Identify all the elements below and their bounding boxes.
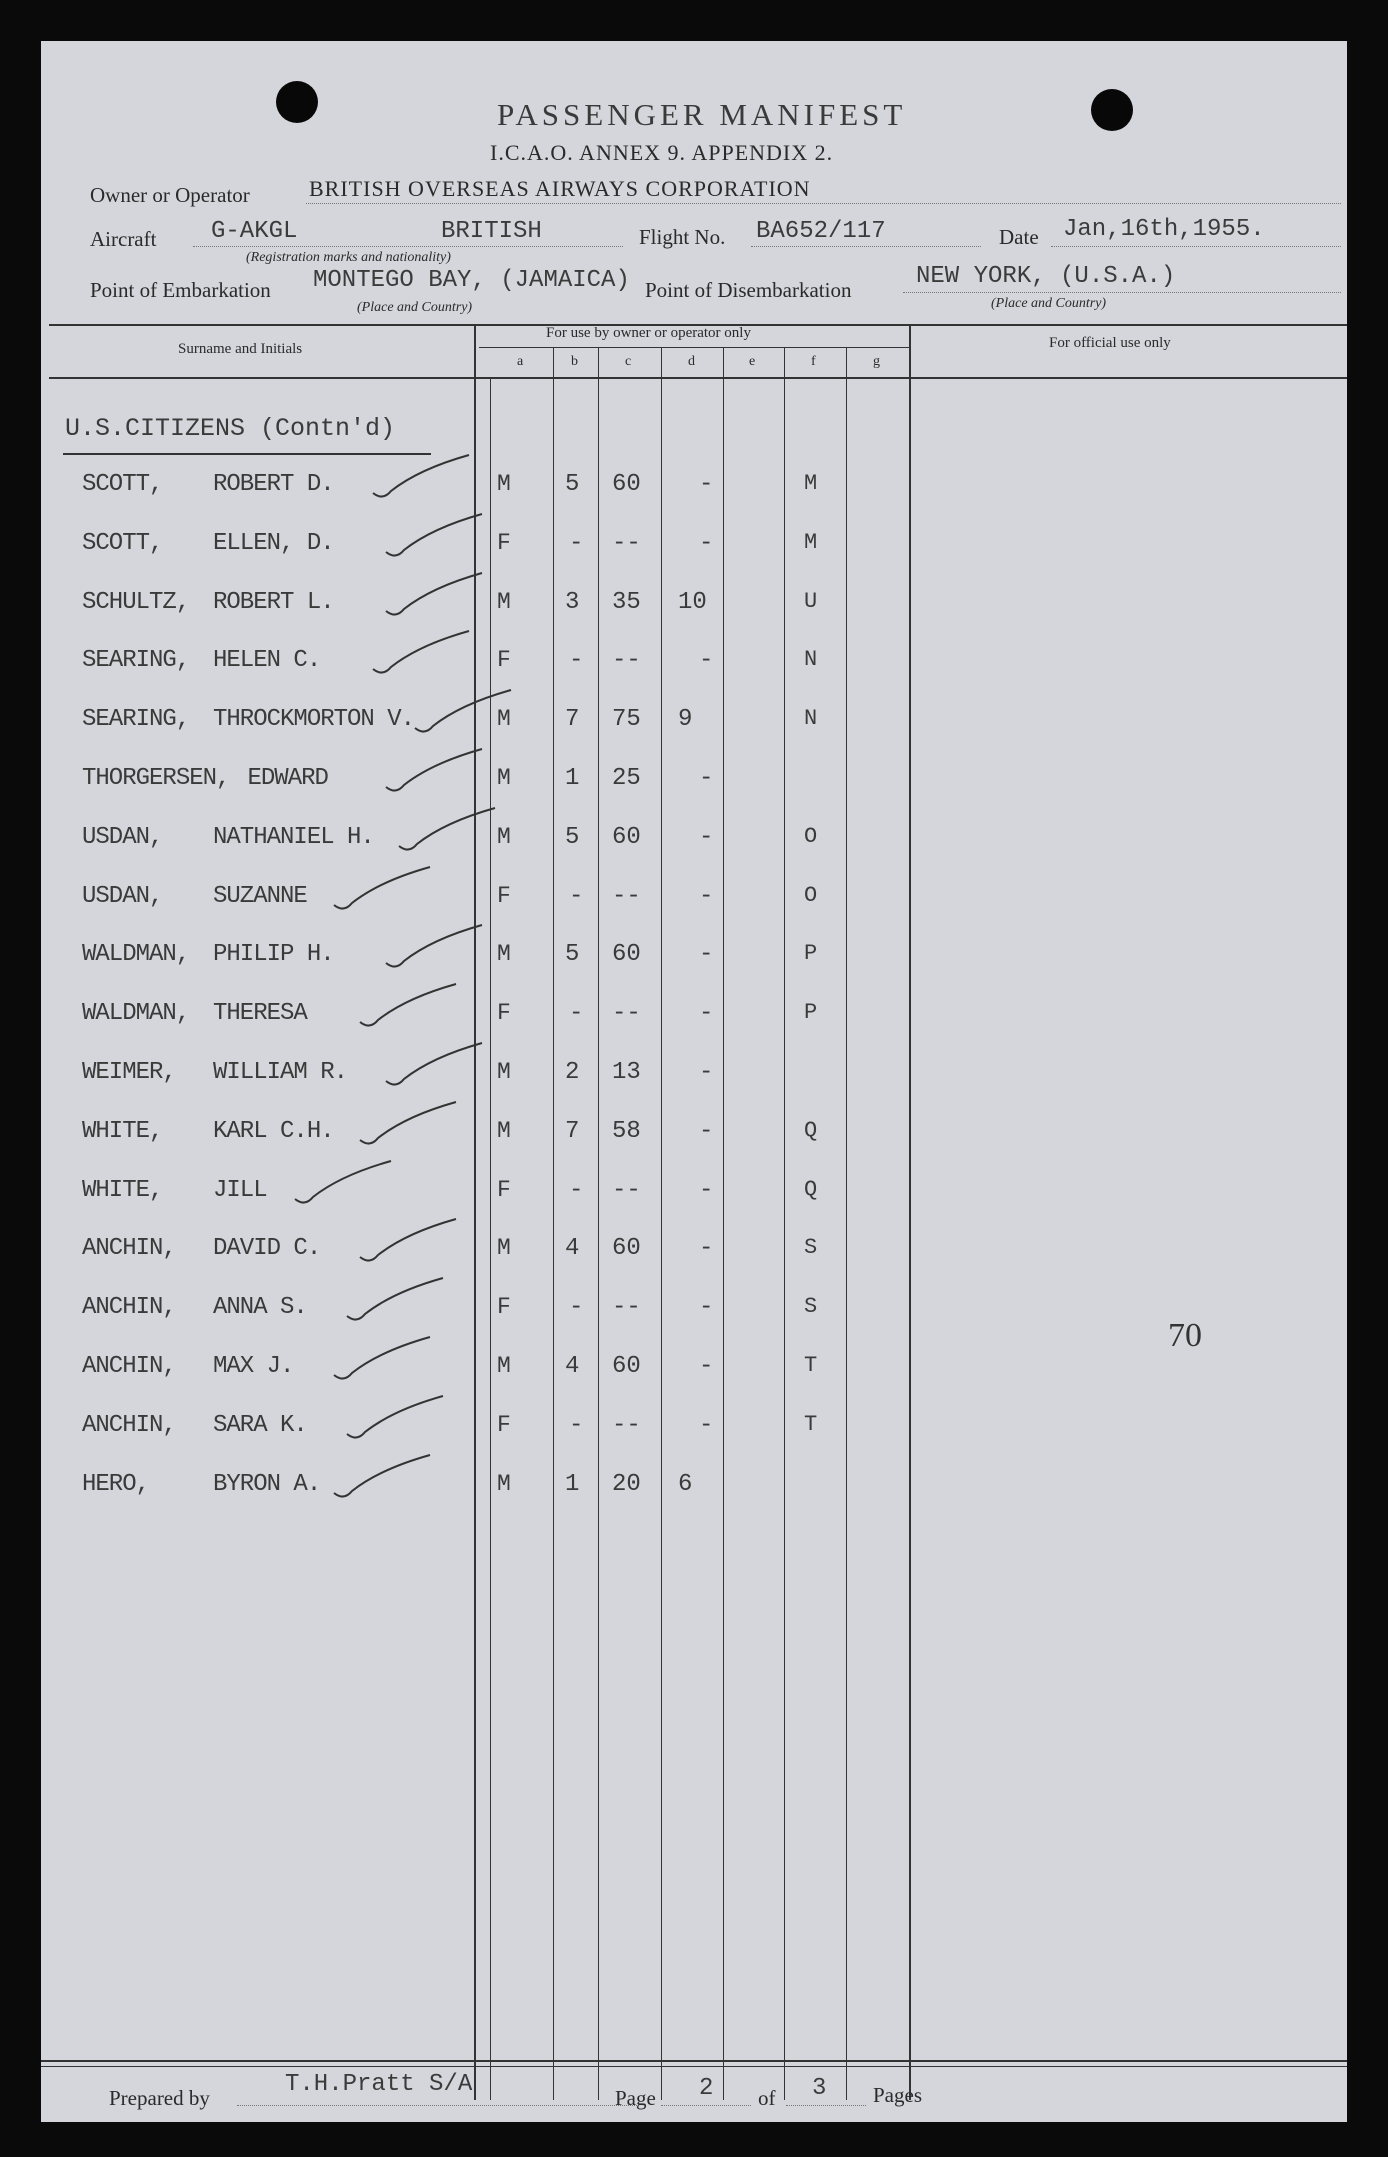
embarkation-value: MONTEGO BAY, (JAMAICA) bbox=[313, 267, 630, 294]
cell-d: - bbox=[699, 1118, 714, 1145]
sub-column-header: f bbox=[811, 354, 816, 369]
cell-b: - bbox=[569, 530, 584, 557]
passenger-given-names: SUZANNE bbox=[213, 883, 307, 910]
check-mark-icon bbox=[382, 567, 492, 627]
cell-c: 13 bbox=[612, 1059, 641, 1086]
disembarkation-value: NEW YORK, (U.S.A.) bbox=[916, 263, 1176, 290]
cell-a: M bbox=[497, 941, 511, 967]
cell-b: 7 bbox=[565, 1118, 580, 1145]
cell-b: 4 bbox=[565, 1353, 580, 1380]
owner-columns-header: For use by owner or operator only bbox=[546, 325, 751, 341]
cell-d: - bbox=[699, 765, 714, 792]
passenger-row bbox=[41, 1412, 909, 1452]
official-note: 70 bbox=[1168, 1317, 1202, 1354]
cell-d: - bbox=[699, 647, 714, 674]
passenger-row bbox=[41, 589, 909, 629]
cell-c: 60 bbox=[612, 1235, 641, 1262]
cell-b: - bbox=[569, 1177, 584, 1204]
passenger-surname: SCOTT, bbox=[82, 530, 163, 557]
disembarkation-note: (Place and Country) bbox=[991, 296, 1107, 311]
page-label: Page bbox=[615, 2086, 656, 2110]
sub-column-header: g bbox=[873, 354, 880, 369]
sub-column-header: e bbox=[749, 354, 756, 369]
cell-a: M bbox=[497, 1235, 511, 1261]
cell-d: - bbox=[699, 824, 714, 851]
passenger-row bbox=[41, 1471, 909, 1511]
punch-hole-right bbox=[1091, 89, 1133, 131]
cell-b: 5 bbox=[565, 941, 580, 968]
prepared-by-value: T.H.Pratt S/A bbox=[285, 2071, 473, 2098]
passenger-row bbox=[41, 824, 909, 864]
cell-d: - bbox=[699, 1000, 714, 1027]
passenger-surname: ANCHIN, bbox=[82, 1353, 176, 1380]
passenger-row bbox=[41, 765, 909, 805]
passenger-surname: WALDMAN, bbox=[82, 941, 190, 968]
passenger-given-names: SARA K. bbox=[213, 1412, 307, 1439]
passenger-given-names: WILLIAM R. bbox=[213, 1059, 348, 1086]
passenger-row bbox=[41, 706, 909, 746]
cell-f: S bbox=[804, 1235, 818, 1260]
check-mark-icon bbox=[356, 1096, 466, 1156]
check-mark-icon bbox=[343, 1390, 453, 1450]
cell-a: M bbox=[497, 471, 511, 497]
passenger-row bbox=[41, 471, 909, 511]
manifest-page bbox=[41, 41, 1347, 2122]
check-mark-icon bbox=[369, 449, 479, 509]
cell-f: P bbox=[804, 941, 818, 966]
pages-label: Pages bbox=[873, 2083, 922, 2107]
cell-f: M bbox=[804, 471, 818, 496]
disembarkation-label: Point of Disembarkation bbox=[645, 278, 852, 302]
check-mark-icon bbox=[382, 1037, 492, 1097]
cell-b: 4 bbox=[565, 1235, 580, 1262]
cell-c: -- bbox=[612, 883, 641, 910]
cell-d: - bbox=[699, 530, 714, 557]
check-mark-icon bbox=[395, 802, 505, 862]
cell-d: - bbox=[699, 941, 714, 968]
passenger-surname: SEARING, bbox=[82, 647, 190, 674]
cell-c: -- bbox=[612, 530, 641, 557]
cell-f: T bbox=[804, 1353, 818, 1378]
cell-a: F bbox=[497, 883, 511, 909]
cell-b: 1 bbox=[565, 765, 580, 792]
check-mark-icon bbox=[382, 919, 492, 979]
cell-f: N bbox=[804, 706, 818, 731]
cell-c: 60 bbox=[612, 941, 641, 968]
aircraft-label: Aircraft bbox=[90, 227, 157, 251]
cell-f: N bbox=[804, 647, 818, 672]
passenger-given-names: ANNA S. bbox=[213, 1294, 307, 1321]
passenger-surname: HERO, bbox=[82, 1471, 150, 1498]
passenger-surname: THORGERSEN, bbox=[82, 765, 230, 792]
passenger-surname: ANCHIN, bbox=[82, 1294, 176, 1321]
passenger-surname: WHITE, bbox=[82, 1177, 163, 1204]
passenger-surname: USDAN, bbox=[82, 824, 163, 851]
cell-d: - bbox=[699, 1412, 714, 1439]
cell-c: -- bbox=[612, 1294, 641, 1321]
page-total: 3 bbox=[812, 2075, 827, 2102]
cell-d: 6 bbox=[678, 1471, 693, 1498]
cell-b: - bbox=[569, 1000, 584, 1027]
flight-number: BA652/117 bbox=[756, 218, 886, 245]
sub-column-header: d bbox=[688, 354, 695, 369]
passenger-row bbox=[41, 530, 909, 570]
passenger-row bbox=[41, 941, 909, 981]
cell-f: Q bbox=[804, 1177, 818, 1202]
passenger-row bbox=[41, 1177, 909, 1217]
cell-d: - bbox=[699, 1177, 714, 1204]
cell-f: S bbox=[804, 1294, 818, 1319]
cell-a: M bbox=[497, 1471, 511, 1497]
check-mark-icon bbox=[369, 625, 479, 685]
check-mark-icon bbox=[330, 861, 440, 921]
passenger-given-names: THERESA bbox=[213, 1000, 307, 1027]
passenger-given-names: EDWARD bbox=[247, 765, 328, 792]
cell-f: U bbox=[804, 589, 818, 614]
passenger-row bbox=[41, 1353, 909, 1393]
cell-a: F bbox=[497, 1000, 511, 1026]
aircraft-registration: G-AKGL bbox=[211, 218, 298, 245]
cell-a: M bbox=[497, 765, 511, 791]
passenger-row bbox=[41, 1118, 909, 1158]
passenger-row bbox=[41, 647, 909, 687]
cell-b: - bbox=[569, 647, 584, 674]
cell-a: F bbox=[497, 1294, 511, 1320]
aircraft-nationality: BRITISH bbox=[441, 218, 542, 245]
aircraft-note: (Registration marks and nationality) bbox=[246, 250, 451, 265]
check-mark-icon bbox=[411, 684, 521, 744]
cell-b: 5 bbox=[565, 471, 580, 498]
cell-c: 60 bbox=[612, 471, 641, 498]
cell-b: 5 bbox=[565, 824, 580, 851]
cell-d: - bbox=[699, 471, 714, 498]
check-mark-icon bbox=[291, 1155, 401, 1215]
cell-b: 2 bbox=[565, 1059, 580, 1086]
passenger-given-names: MAX J. bbox=[213, 1353, 294, 1380]
manifest-title: PASSENGER MANIFEST bbox=[497, 97, 907, 132]
check-mark-icon bbox=[356, 1213, 466, 1273]
passenger-row bbox=[41, 883, 909, 923]
cell-b: - bbox=[569, 883, 584, 910]
passenger-row bbox=[41, 1059, 909, 1099]
cell-c: 25 bbox=[612, 765, 641, 792]
date-value: Jan,16th,1955. bbox=[1063, 216, 1265, 243]
cell-a: M bbox=[497, 706, 511, 732]
cell-c: -- bbox=[612, 1000, 641, 1027]
prepared-by-label: Prepared by bbox=[109, 2086, 210, 2110]
cell-f: P bbox=[804, 1000, 818, 1025]
passenger-given-names: ROBERT D. bbox=[213, 471, 334, 498]
passenger-surname: SCHULTZ, bbox=[82, 589, 190, 616]
cell-f: T bbox=[804, 1412, 818, 1437]
passenger-given-names: DAVID C. bbox=[213, 1235, 321, 1262]
check-mark-icon bbox=[382, 508, 492, 568]
cell-a: M bbox=[497, 1353, 511, 1379]
cell-c: -- bbox=[612, 1177, 641, 1204]
sub-column-header: b bbox=[571, 354, 578, 369]
cell-c: -- bbox=[612, 647, 641, 674]
cell-a: F bbox=[497, 1412, 511, 1438]
check-mark-icon bbox=[330, 1449, 440, 1509]
cell-a: F bbox=[497, 1177, 511, 1203]
cell-f: M bbox=[804, 530, 818, 555]
sub-column-header: a bbox=[517, 354, 524, 369]
passenger-given-names: THROCKMORTON V. bbox=[213, 706, 415, 733]
cell-a: M bbox=[497, 589, 511, 615]
passenger-surname: SEARING, bbox=[82, 706, 190, 733]
passenger-given-names: KARL C.H. bbox=[213, 1118, 334, 1145]
check-mark-icon bbox=[356, 978, 466, 1038]
punch-hole-left bbox=[276, 81, 318, 123]
embarkation-label: Point of Embarkation bbox=[90, 278, 271, 302]
check-mark-icon bbox=[343, 1272, 453, 1332]
passenger-given-names: ROBERT L. bbox=[213, 589, 334, 616]
cell-a: M bbox=[497, 1059, 511, 1085]
cell-f: Q bbox=[804, 1118, 818, 1143]
cell-b: - bbox=[569, 1294, 584, 1321]
section-heading: U.S.CITIZENS (Contn'd) bbox=[65, 414, 396, 443]
passenger-surname: USDAN, bbox=[82, 883, 163, 910]
cell-c: 75 bbox=[612, 706, 641, 733]
passenger-surname: WEIMER, bbox=[82, 1059, 176, 1086]
page-number: 2 bbox=[699, 2075, 714, 2102]
cell-b: 1 bbox=[565, 1471, 580, 1498]
cell-d: - bbox=[699, 883, 714, 910]
embarkation-note: (Place and Country) bbox=[357, 300, 473, 315]
cell-d: - bbox=[699, 1235, 714, 1262]
passenger-given-names: JILL bbox=[213, 1177, 267, 1204]
passenger-row bbox=[41, 1235, 909, 1275]
check-mark-icon bbox=[382, 743, 492, 803]
cell-d: - bbox=[699, 1059, 714, 1086]
cell-b: 3 bbox=[565, 589, 580, 616]
passenger-surname: WALDMAN, bbox=[82, 1000, 190, 1027]
passenger-given-names: BYRON A. bbox=[213, 1471, 321, 1498]
official-column-header: For official use only bbox=[1049, 335, 1171, 351]
passenger-surname: WHITE, bbox=[82, 1118, 163, 1145]
passenger-given-names: HELEN C. bbox=[213, 647, 321, 674]
cell-c: -- bbox=[612, 1412, 641, 1439]
passenger-given-names: ELLEN, D. bbox=[213, 530, 334, 557]
cell-d: - bbox=[699, 1294, 714, 1321]
cell-f: O bbox=[804, 883, 818, 908]
cell-b: - bbox=[569, 1412, 584, 1439]
cell-d: 10 bbox=[678, 589, 707, 616]
cell-c: 60 bbox=[612, 1353, 641, 1380]
cell-c: 60 bbox=[612, 824, 641, 851]
check-mark-icon bbox=[330, 1331, 440, 1391]
cell-d: 9 bbox=[678, 706, 693, 733]
cell-a: M bbox=[497, 1118, 511, 1144]
cell-c: 20 bbox=[612, 1471, 641, 1498]
cell-c: 35 bbox=[612, 589, 641, 616]
owner-label: Owner or Operator bbox=[90, 183, 250, 207]
manifest-subtitle: I.C.A.O. ANNEX 9. APPENDIX 2. bbox=[490, 140, 834, 165]
passenger-surname: ANCHIN, bbox=[82, 1235, 176, 1262]
passenger-surname: SCOTT, bbox=[82, 471, 163, 498]
passenger-given-names: PHILIP H. bbox=[213, 941, 334, 968]
date-label: Date bbox=[999, 225, 1039, 249]
cell-a: M bbox=[497, 824, 511, 850]
name-column-header: Surname and Initials bbox=[178, 341, 303, 357]
cell-a: F bbox=[497, 530, 511, 556]
of-label: of bbox=[758, 2086, 776, 2110]
cell-d: - bbox=[699, 1353, 714, 1380]
cell-c: 58 bbox=[612, 1118, 641, 1145]
owner-value: BRITISH OVERSEAS AIRWAYS CORPORATION bbox=[309, 176, 811, 201]
cell-b: 7 bbox=[565, 706, 580, 733]
passenger-given-names: NATHANIEL H. bbox=[213, 824, 374, 851]
cell-f: O bbox=[804, 824, 818, 849]
flight-label: Flight No. bbox=[639, 225, 726, 249]
passenger-row bbox=[41, 1294, 909, 1334]
cell-a: F bbox=[497, 647, 511, 673]
passenger-surname: ANCHIN, bbox=[82, 1412, 176, 1439]
sub-column-header: c bbox=[625, 354, 632, 369]
passenger-row bbox=[41, 1000, 909, 1040]
